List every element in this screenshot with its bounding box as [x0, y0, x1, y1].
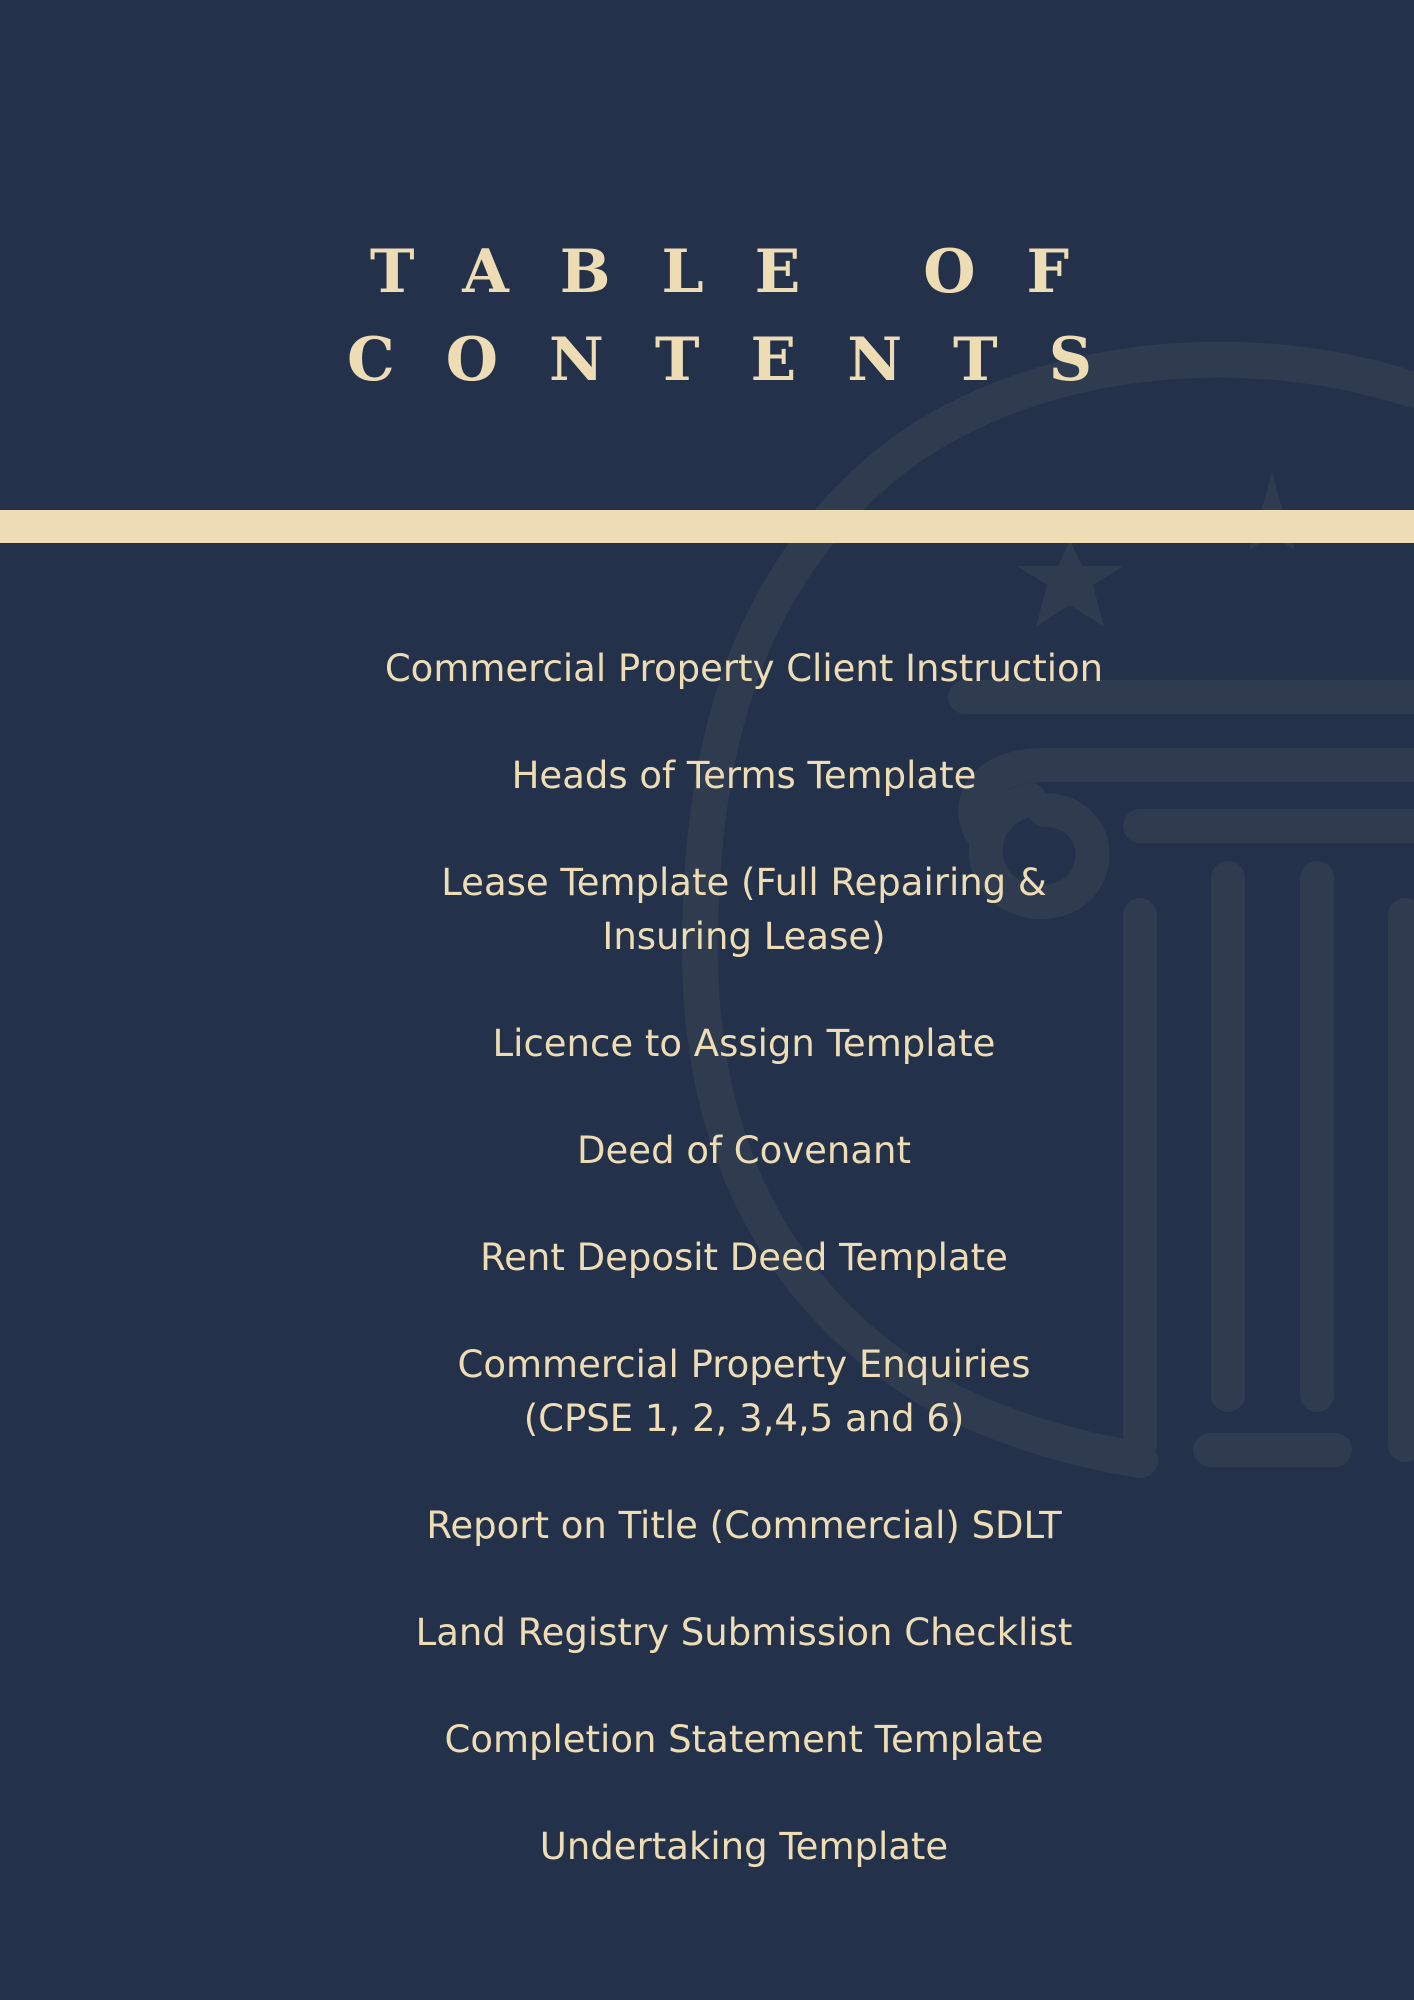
page-title	[0, 228, 1414, 404]
toc-entry-text: Licence to Assign Template	[492, 1022, 996, 1065]
toc-entry	[300, 1017, 1188, 1071]
toc-entry-text: Completion Statement Template	[444, 1718, 1044, 1761]
toc-entry	[300, 749, 1188, 803]
toc-entry	[300, 1338, 1188, 1446]
toc-entry	[300, 1820, 1188, 1874]
toc-entry	[300, 1606, 1188, 1660]
toc-entry-text: Report on Title (Commercial) SDLT	[426, 1504, 1062, 1547]
page-title-line-1: TABLE OF	[369, 237, 1121, 307]
page-title-line-2: CONTENTS	[346, 325, 1144, 395]
toc-entry-text: Lease Template (Full Repairing &	[441, 861, 1047, 904]
toc-entry	[300, 1713, 1188, 1767]
toc-entry-text: Deed of Covenant	[577, 1129, 911, 1172]
toc-entry-text: Commercial Property Client Instruction	[384, 647, 1104, 690]
toc-entry	[300, 1124, 1188, 1178]
toc-entry	[300, 856, 1188, 964]
toc-entry-text: Insuring Lease)	[602, 915, 886, 958]
table-of-contents-list	[300, 642, 1188, 1927]
toc-entry	[300, 642, 1188, 696]
toc-entry	[300, 1231, 1188, 1285]
toc-entry-text: (CPSE 1, 2, 3,4,5 and 6)	[523, 1397, 965, 1440]
toc-entry-text: Heads of Terms Template	[511, 754, 977, 797]
toc-entry-text: Undertaking Template	[539, 1825, 949, 1868]
divider-bar	[0, 510, 1414, 543]
toc-entry-text: Commercial Property Enquiries	[457, 1343, 1031, 1386]
toc-entry-text: Rent Deposit Deed Template	[480, 1236, 1008, 1279]
toc-entry	[300, 1499, 1188, 1553]
toc-entry-text: Land Registry Submission Checklist	[415, 1611, 1073, 1654]
